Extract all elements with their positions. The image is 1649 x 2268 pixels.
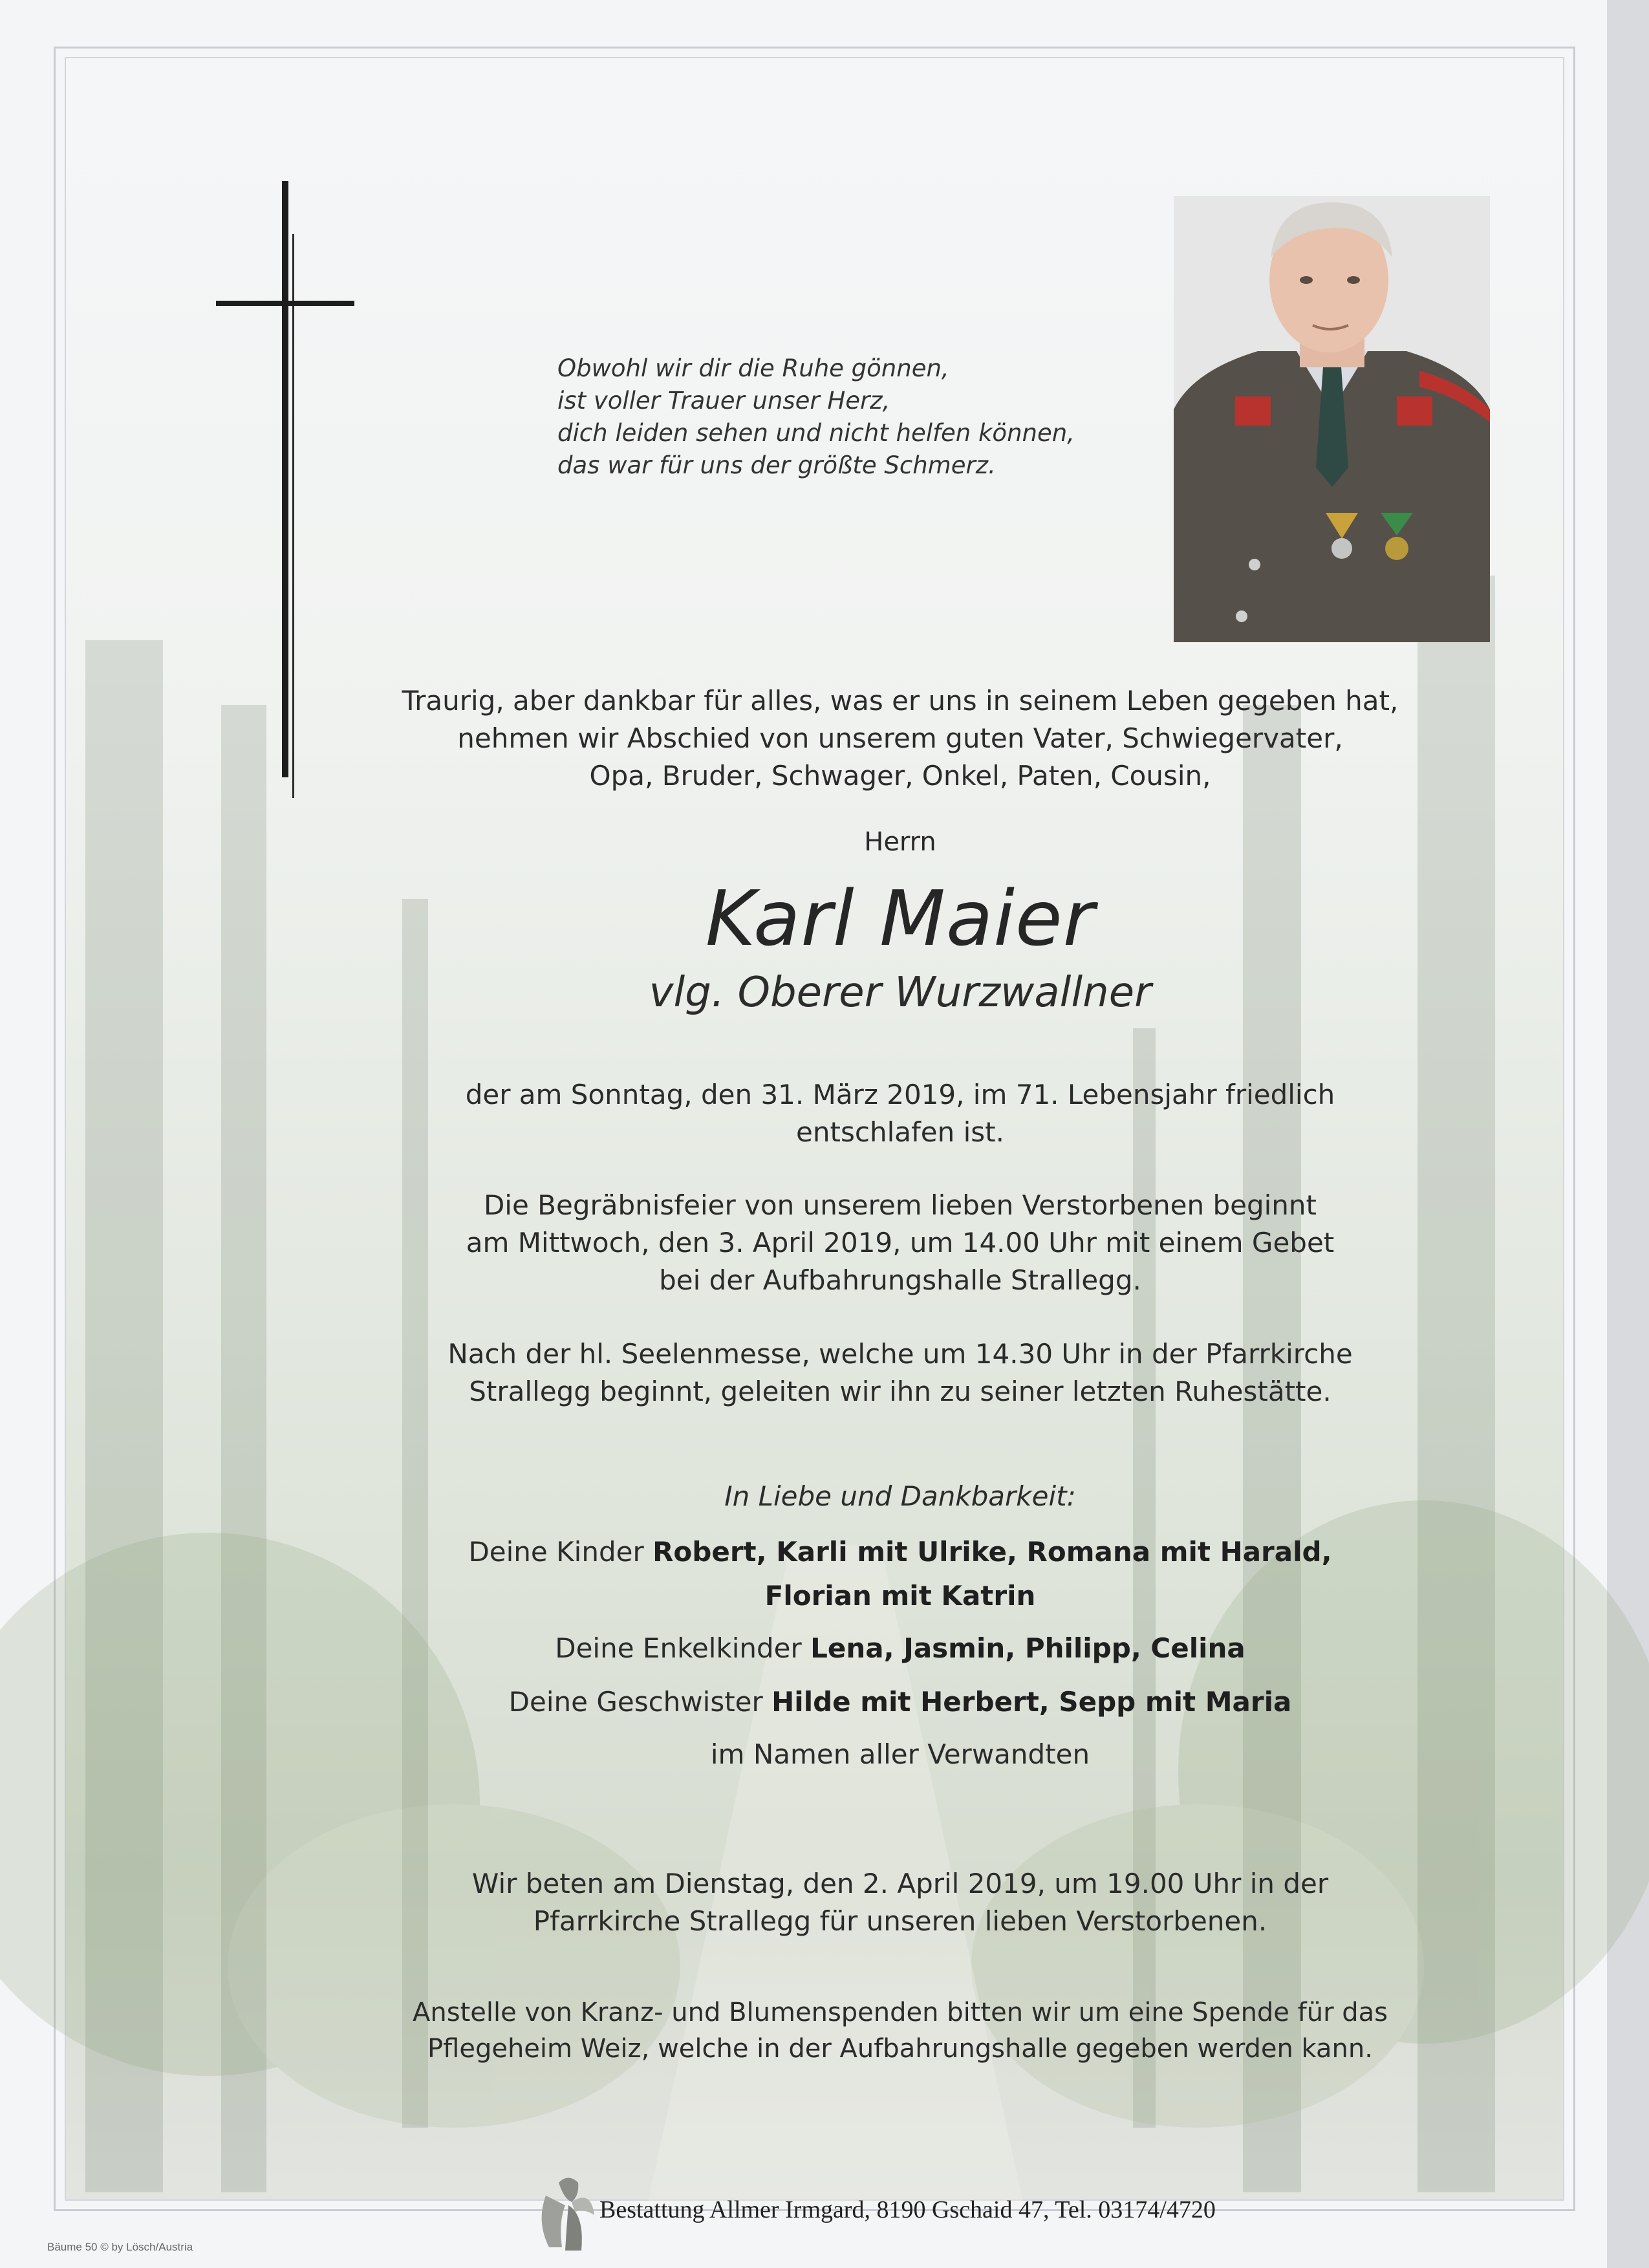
undertaker-footer <box>533 2170 1438 2254</box>
family-grandchildren <box>260 1630 1540 1667</box>
portrait-icon <box>1174 196 1490 642</box>
family-children <box>260 1530 1540 1618</box>
death-line: entschlafen ist. <box>796 1116 1004 1148</box>
mass-line: Strallegg beginnt, geleiten wir ihn zu seiner letzten Ruhestätte. <box>469 1376 1331 1407</box>
thanks-heading: In Liebe und Dankbarkeit: <box>724 1480 1076 1512</box>
poem <box>557 352 1139 482</box>
cross-horizontal-bar <box>216 301 354 306</box>
siblings-names: Hilde mit Herbert, Sepp mit Maria <box>771 1686 1292 1718</box>
funeral-line: bei der Aufbahrungshalle Strallegg. <box>659 1264 1141 1296</box>
intro-text <box>260 682 1540 795</box>
donation-line: Anstelle von Kranz- und Blumenspenden bitten wir um eine Spende für das <box>413 1998 1388 2027</box>
salutation: Herrn <box>864 827 936 857</box>
intro-line: nehmen wir Abschied von unserem guten Vater, Schwiegervater, <box>457 722 1343 754</box>
grandchildren-names: Lena, Jasmin, Philipp, Celina <box>810 1632 1245 1664</box>
death-line: der am Sonntag, den 31. März 2019, im 71. Lebensjahr friedlich <box>465 1079 1335 1110</box>
children-label: Deine Kinder <box>468 1536 644 1568</box>
prayer-line: Wir beten am Dienstag, den 2. April 2019, um 19.00 Uhr in der <box>471 1868 1329 1899</box>
deceased-name: Karl Maier <box>705 874 1095 963</box>
prayer-info <box>260 1865 1540 1940</box>
mass-line: Nach der hl. Seelenmesse, welche um 14.30 Uhr in der Pfarrkirche <box>447 1338 1353 1370</box>
poem-line: Obwohl wir dir die Ruhe gönnen, <box>557 354 949 382</box>
funeral-line: Die Begräbnisfeier von unserem lieben Verstorbenen beginnt <box>483 1189 1317 1221</box>
children-names: Robert, Karli mit Ulrike, Romana mit Harald, <box>652 1536 1332 1568</box>
design-credit: Bäume 50 © by Lösch/Austria <box>47 2241 193 2253</box>
inner-frame <box>65 57 1564 2223</box>
undertaker-text: Bestattung Allmer Irmgard, 8190 Gschaid 47, Tel. 03174/4720 <box>599 2196 1216 2223</box>
donation-info <box>260 1994 1540 2067</box>
prayer-line: Pfarrkirche Strallegg für unseren lieben Verstorbenen. <box>533 1905 1267 1937</box>
intro-line: Opa, Bruder, Schwager, Onkel, Paten, Cousin, <box>589 760 1211 792</box>
portrait-photo <box>1174 196 1490 642</box>
death-notice <box>260 1076 1540 1151</box>
poem-line: ist voller Trauer unser Herz, <box>557 387 890 415</box>
angel-icon <box>533 2170 598 2254</box>
funeral-info <box>260 1187 1540 1299</box>
siblings-label: Deine Geschwister <box>508 1686 763 1718</box>
poem-line: dich leiden sehen und nicht helfen können, <box>557 419 1075 447</box>
family-relatives: im Namen aller Verwandten <box>710 1738 1090 1770</box>
grandchildren-label: Deine Enkelkinder <box>555 1632 802 1664</box>
family-siblings <box>260 1683 1540 1721</box>
mass-info <box>260 1335 1540 1410</box>
donation-line: Pflegeheim Weiz, welche in der Aufbahrungshalle gegeben werden kann. <box>427 2034 1373 2064</box>
children-names-2: Florian mit Katrin <box>764 1580 1036 1612</box>
funeral-line: am Mittwoch, den 3. April 2019, um 14.00 Uhr mit einem Gebet <box>466 1227 1335 1258</box>
poem-line: das war für uns der größte Schmerz. <box>557 451 996 479</box>
intro-line: Traurig, aber dankbar für alles, was er uns in seinem Leben gegeben hat, <box>402 685 1399 717</box>
deceased-alias: vlg. Oberer Wurzwallner <box>649 969 1152 1017</box>
